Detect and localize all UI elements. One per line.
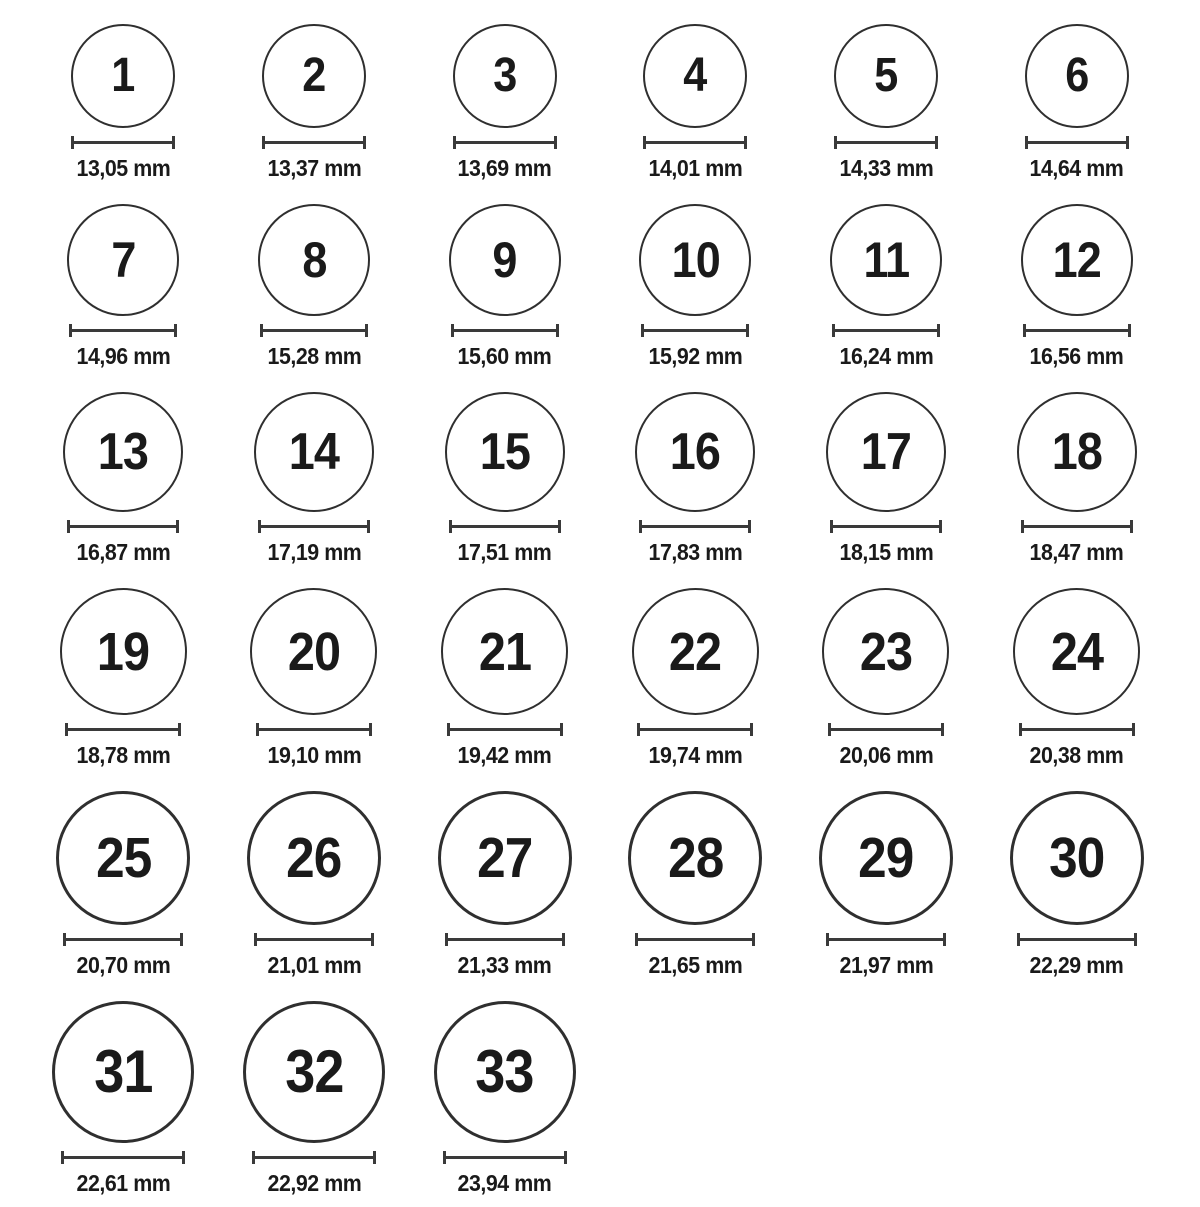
- ring-size-item: [52, 1001, 194, 1197]
- ring-size-number: 13: [98, 423, 149, 481]
- diameter-measure-line: [61, 1151, 185, 1164]
- ring-size-item: [819, 791, 953, 979]
- ring-size-item: [71, 24, 175, 182]
- ring-size-number: 27: [477, 825, 533, 890]
- ring-circle: [635, 392, 755, 512]
- measure-bar: [262, 141, 366, 144]
- measure-bar: [1017, 938, 1137, 941]
- diameter-label: 22,61 mm: [76, 1170, 171, 1196]
- ring-size-number: 10: [671, 232, 720, 288]
- ring-circle: [52, 1001, 194, 1143]
- measure-bar: [832, 329, 940, 332]
- measure-right-tick: [560, 723, 563, 736]
- ring-size-item: [445, 392, 565, 566]
- diameter-measure-line: [828, 723, 944, 736]
- ring-size-number: 9: [492, 232, 517, 288]
- diameter-measure-line: [445, 933, 565, 946]
- diameter-label: 15,60 mm: [457, 343, 552, 369]
- measure-right-tick: [367, 520, 370, 533]
- ring-size-item: [826, 392, 946, 566]
- ring-size-item: [67, 204, 179, 370]
- measure-right-tick: [1128, 324, 1131, 337]
- measure-bar: [834, 141, 938, 144]
- diameter-label: 16,87 mm: [76, 539, 171, 565]
- diameter-label: 14,96 mm: [76, 343, 171, 369]
- ring-circle: [632, 588, 759, 715]
- ring-circle: [434, 1001, 576, 1143]
- measure-right-tick: [750, 723, 753, 736]
- diameter-label: 17,51 mm: [457, 539, 552, 565]
- diameter-measure-line: [639, 520, 751, 533]
- ring-size-item: [822, 588, 949, 769]
- ring-size-number: 5: [874, 49, 898, 102]
- ring-circle: [830, 204, 942, 316]
- measure-bar: [828, 728, 944, 731]
- ring-circle: [1025, 24, 1129, 128]
- diameter-measure-line: [1017, 933, 1137, 946]
- measure-right-tick: [554, 136, 557, 149]
- ring-circle: [449, 204, 561, 316]
- measure-bar: [260, 329, 368, 332]
- ring-size-number: 22: [669, 621, 722, 682]
- ring-circle: [262, 24, 366, 128]
- diameter-measure-line: [252, 1151, 376, 1164]
- measure-bar: [641, 329, 749, 332]
- measure-right-tick: [744, 136, 747, 149]
- ring-size-number: 24: [1050, 621, 1103, 682]
- measure-bar: [1021, 525, 1133, 528]
- diameter-label: 18,47 mm: [1029, 539, 1124, 565]
- measure-bar: [451, 329, 559, 332]
- diameter-label: 16,24 mm: [839, 343, 933, 369]
- diameter-measure-line: [834, 136, 938, 149]
- ring-size-number: 32: [284, 1038, 344, 1105]
- diameter-label: 20,38 mm: [1029, 742, 1124, 768]
- ring-size-number: 19: [97, 621, 150, 682]
- measure-right-tick: [174, 324, 177, 337]
- measure-right-tick: [752, 933, 755, 946]
- ring-circle: [63, 392, 183, 512]
- ring-size-item: [250, 588, 377, 769]
- diameter-label: 21,33 mm: [457, 952, 552, 978]
- ring-size-item: [258, 204, 370, 370]
- ring-size-item: [243, 1001, 385, 1197]
- measure-bar: [453, 141, 557, 144]
- measure-right-tick: [556, 324, 559, 337]
- measure-right-tick: [935, 136, 938, 149]
- measure-right-tick: [939, 520, 942, 533]
- measure-right-tick: [1134, 933, 1137, 946]
- measure-right-tick: [371, 933, 374, 946]
- diameter-measure-line: [453, 136, 557, 149]
- ring-size-item: [632, 588, 759, 769]
- ring-size-number: 2: [302, 49, 326, 102]
- diameter-label: 19,10 mm: [267, 742, 361, 768]
- diameter-measure-line: [260, 324, 368, 337]
- measure-right-tick: [176, 520, 179, 533]
- ring-circle: [834, 24, 938, 128]
- ring-size-item: [830, 204, 942, 370]
- diameter-label: 13,69 mm: [457, 155, 552, 181]
- diameter-measure-line: [258, 520, 370, 533]
- ring-size-item: [643, 24, 747, 182]
- measure-bar: [447, 728, 563, 731]
- ring-size-item: [639, 204, 751, 370]
- diameter-measure-line: [449, 520, 561, 533]
- diameter-measure-line: [447, 723, 563, 736]
- ring-size-item: [254, 392, 374, 566]
- diameter-measure-line: [262, 136, 366, 149]
- measure-right-tick: [1126, 136, 1129, 149]
- diameter-measure-line: [826, 933, 946, 946]
- ring-size-item: [628, 791, 762, 979]
- ring-size-number: 25: [95, 825, 151, 890]
- ring-circle: [453, 24, 557, 128]
- ring-size-number: 1: [111, 49, 135, 102]
- measure-bar: [1023, 329, 1131, 332]
- ring-size-item: [262, 24, 366, 182]
- diameter-label: 13,37 mm: [267, 155, 361, 181]
- measure-right-tick: [178, 723, 181, 736]
- measure-bar: [63, 938, 183, 941]
- diameter-label: 20,06 mm: [839, 742, 933, 768]
- ring-size-item: [453, 24, 557, 182]
- ring-size-number: 8: [301, 232, 327, 288]
- measure-right-tick: [369, 723, 372, 736]
- ring-circle: [1017, 392, 1137, 512]
- diameter-measure-line: [830, 520, 942, 533]
- measure-bar: [637, 728, 753, 731]
- ring-circle: [826, 392, 946, 512]
- measure-right-tick: [182, 1151, 185, 1164]
- measure-right-tick: [748, 520, 751, 533]
- diameter-measure-line: [1023, 324, 1131, 337]
- ring-size-number: 21: [478, 621, 531, 682]
- diameter-measure-line: [451, 324, 559, 337]
- ring-size-number: 14: [288, 423, 340, 481]
- ring-size-item: [434, 1001, 576, 1197]
- ring-size-number: 20: [287, 621, 341, 682]
- measure-right-tick: [746, 324, 749, 337]
- ring-circle: [819, 791, 953, 925]
- diameter-label: 22,92 mm: [267, 1170, 361, 1196]
- diameter-label: 17,83 mm: [648, 539, 743, 565]
- ring-size-item: [635, 392, 755, 566]
- measure-bar: [254, 938, 374, 941]
- diameter-label: 21,01 mm: [267, 952, 361, 978]
- diameter-label: 19,74 mm: [648, 742, 743, 768]
- ring-circle: [250, 588, 377, 715]
- diameter-label: 13,05 mm: [76, 155, 171, 181]
- ring-circle: [822, 588, 949, 715]
- measure-right-tick: [373, 1151, 376, 1164]
- ring-size-item: [1013, 588, 1140, 769]
- diameter-measure-line: [443, 1151, 567, 1164]
- measure-bar: [67, 525, 179, 528]
- diameter-measure-line: [641, 324, 749, 337]
- measure-right-tick: [943, 933, 946, 946]
- ring-size-number: 11: [863, 232, 909, 288]
- diameter-measure-line: [256, 723, 372, 736]
- measure-right-tick: [1130, 520, 1133, 533]
- measure-right-tick: [180, 933, 183, 946]
- ring-size-number: 31: [94, 1038, 153, 1105]
- measure-right-tick: [558, 520, 561, 533]
- ring-size-number: 33: [475, 1038, 534, 1105]
- ring-size-item: [438, 791, 572, 979]
- diameter-label: 21,65 mm: [648, 952, 743, 978]
- ring-size-item: [834, 24, 938, 182]
- diameter-label: 15,28 mm: [267, 343, 361, 369]
- ring-circle: [628, 791, 762, 925]
- diameter-measure-line: [65, 723, 181, 736]
- diameter-label: 14,33 mm: [839, 155, 933, 181]
- diameter-label: 18,78 mm: [76, 742, 171, 768]
- ring-circle: [1010, 791, 1144, 925]
- diameter-measure-line: [1019, 723, 1135, 736]
- diameter-measure-line: [637, 723, 753, 736]
- measure-right-tick: [562, 933, 565, 946]
- ring-size-item: [1010, 791, 1144, 979]
- ring-circle: [243, 1001, 385, 1143]
- ring-size-item: [1025, 24, 1129, 182]
- measure-bar: [830, 525, 942, 528]
- measure-bar: [69, 329, 177, 332]
- measure-bar: [445, 938, 565, 941]
- ring-circle: [67, 204, 179, 316]
- diameter-label: 20,70 mm: [76, 952, 171, 978]
- diameter-measure-line: [1025, 136, 1129, 149]
- diameter-measure-line: [635, 933, 755, 946]
- diameter-measure-line: [71, 136, 175, 149]
- diameter-label: 23,94 mm: [457, 1170, 552, 1196]
- ring-circle: [71, 24, 175, 128]
- measure-bar: [1019, 728, 1135, 731]
- diameter-measure-line: [67, 520, 179, 533]
- ring-size-number: 23: [859, 621, 913, 682]
- ring-size-item: [449, 204, 561, 370]
- measure-right-tick: [937, 324, 940, 337]
- diameter-label: 19,42 mm: [457, 742, 552, 768]
- ring-circle: [445, 392, 565, 512]
- measure-right-tick: [941, 723, 944, 736]
- ring-size-number: 6: [1065, 49, 1089, 102]
- diameter-label: 21,97 mm: [839, 952, 933, 978]
- ring-size-item: [441, 588, 568, 769]
- measure-bar: [643, 141, 747, 144]
- ring-size-number: 15: [479, 423, 530, 481]
- ring-size-number: 29: [858, 825, 914, 890]
- measure-bar: [443, 1156, 567, 1159]
- measure-right-tick: [564, 1151, 567, 1164]
- ring-circle: [60, 588, 187, 715]
- ring-size-number: 17: [860, 423, 912, 481]
- ring-circle: [639, 204, 751, 316]
- ring-size-item: [1021, 204, 1133, 370]
- diameter-measure-line: [63, 933, 183, 946]
- measure-bar: [635, 938, 755, 941]
- measure-right-tick: [172, 136, 175, 149]
- diameter-label: 15,92 mm: [648, 343, 743, 369]
- measure-bar: [449, 525, 561, 528]
- ring-circle: [438, 791, 572, 925]
- measure-bar: [252, 1156, 376, 1159]
- diameter-label: 14,01 mm: [648, 155, 743, 181]
- measure-bar: [826, 938, 946, 941]
- measure-right-tick: [365, 324, 368, 337]
- measure-bar: [1025, 141, 1129, 144]
- diameter-measure-line: [643, 136, 747, 149]
- measure-bar: [258, 525, 370, 528]
- ring-size-item: [56, 791, 190, 979]
- ring-circle: [247, 791, 381, 925]
- measure-right-tick: [363, 136, 366, 149]
- ring-size-number: 26: [286, 825, 342, 890]
- measure-bar: [61, 1156, 185, 1159]
- ring-circle: [254, 392, 374, 512]
- ring-circle: [258, 204, 370, 316]
- ring-circle: [441, 588, 568, 715]
- ring-circle: [56, 791, 190, 925]
- diameter-label: 22,29 mm: [1029, 952, 1124, 978]
- ring-size-number: 12: [1052, 232, 1101, 288]
- ring-circle: [643, 24, 747, 128]
- diameter-measure-line: [832, 324, 940, 337]
- ring-size-number: 4: [683, 49, 707, 102]
- ring-size-item: [63, 392, 183, 566]
- diameter-label: 16,56 mm: [1029, 343, 1124, 369]
- diameter-label: 17,19 mm: [267, 539, 361, 565]
- ring-size-number: 18: [1051, 423, 1102, 481]
- measure-bar: [65, 728, 181, 731]
- ring-size-number: 7: [111, 232, 136, 288]
- ring-size-item: [1017, 392, 1137, 566]
- measure-bar: [256, 728, 372, 731]
- ring-size-number: 30: [1049, 825, 1105, 890]
- diameter-measure-line: [69, 324, 177, 337]
- ring-circle: [1013, 588, 1140, 715]
- measure-right-tick: [1132, 723, 1135, 736]
- ring-circle: [1021, 204, 1133, 316]
- diameter-label: 14,64 mm: [1029, 155, 1124, 181]
- measure-bar: [639, 525, 751, 528]
- ring-size-number: 3: [493, 49, 517, 102]
- diameter-measure-line: [254, 933, 374, 946]
- ring-size-item: [247, 791, 381, 979]
- diameter-measure-line: [1021, 520, 1133, 533]
- ring-size-number: 16: [670, 423, 721, 481]
- diameter-label: 18,15 mm: [839, 539, 933, 565]
- ring-size-item: [60, 588, 187, 769]
- ring-size-number: 28: [667, 825, 723, 890]
- measure-bar: [71, 141, 175, 144]
